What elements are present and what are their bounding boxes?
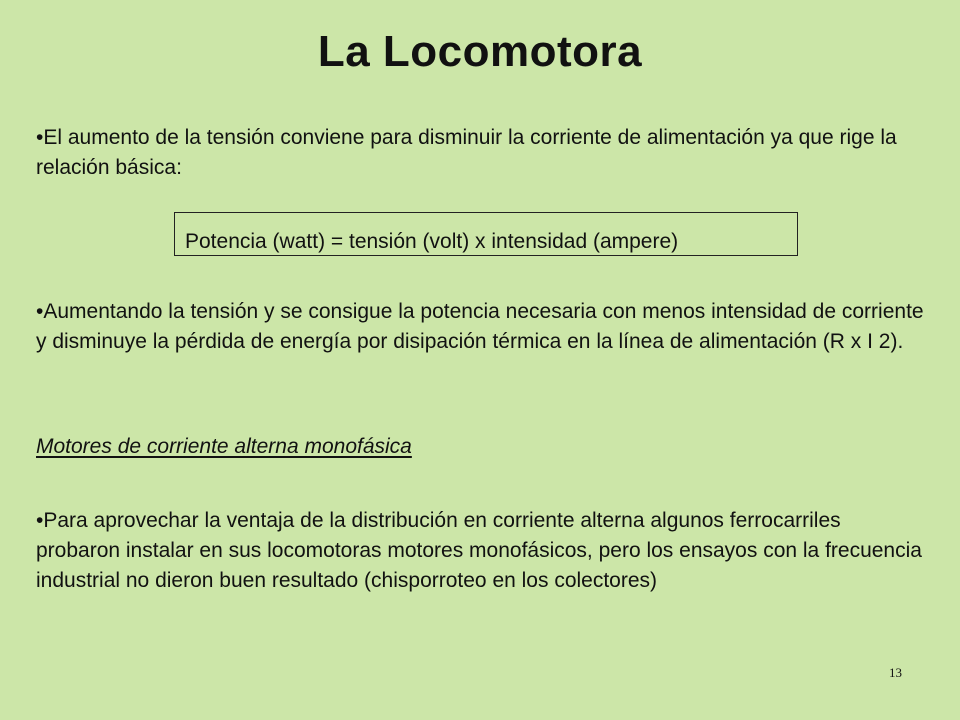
bullet-paragraph-monofasicos: •Para aprovechar la ventaja de la distribución en corriente alterna algunos ferrocarriles probaron instalar en sus locomotoras motores monofásicos, pero los ensayos con la frecuencia industrial no dieron buen resultado (chisporroteo en los colectores) xyxy=(36,509,922,592)
page-number: 13 xyxy=(889,665,902,680)
section-subheading: Motores de corriente alterna monofásica xyxy=(36,435,412,458)
formula-box xyxy=(174,212,798,256)
formula-text: Potencia (watt) = tensión (volt) x intensidad (ampere) xyxy=(185,230,679,253)
slide-title: La Locomotora xyxy=(317,27,643,76)
bullet-paragraph-tension: •El aumento de la tensión conviene para disminuir la corriente de alimentación ya que rige la relación básica: xyxy=(36,126,897,179)
bullet-paragraph-potencia: •Aumentando la tensión y se consigue la potencia necesaria con menos intensidad de corriente y disminuye la pérdida de energía por disipación térmica en la línea de alimentación (R x I 2). xyxy=(36,300,924,353)
